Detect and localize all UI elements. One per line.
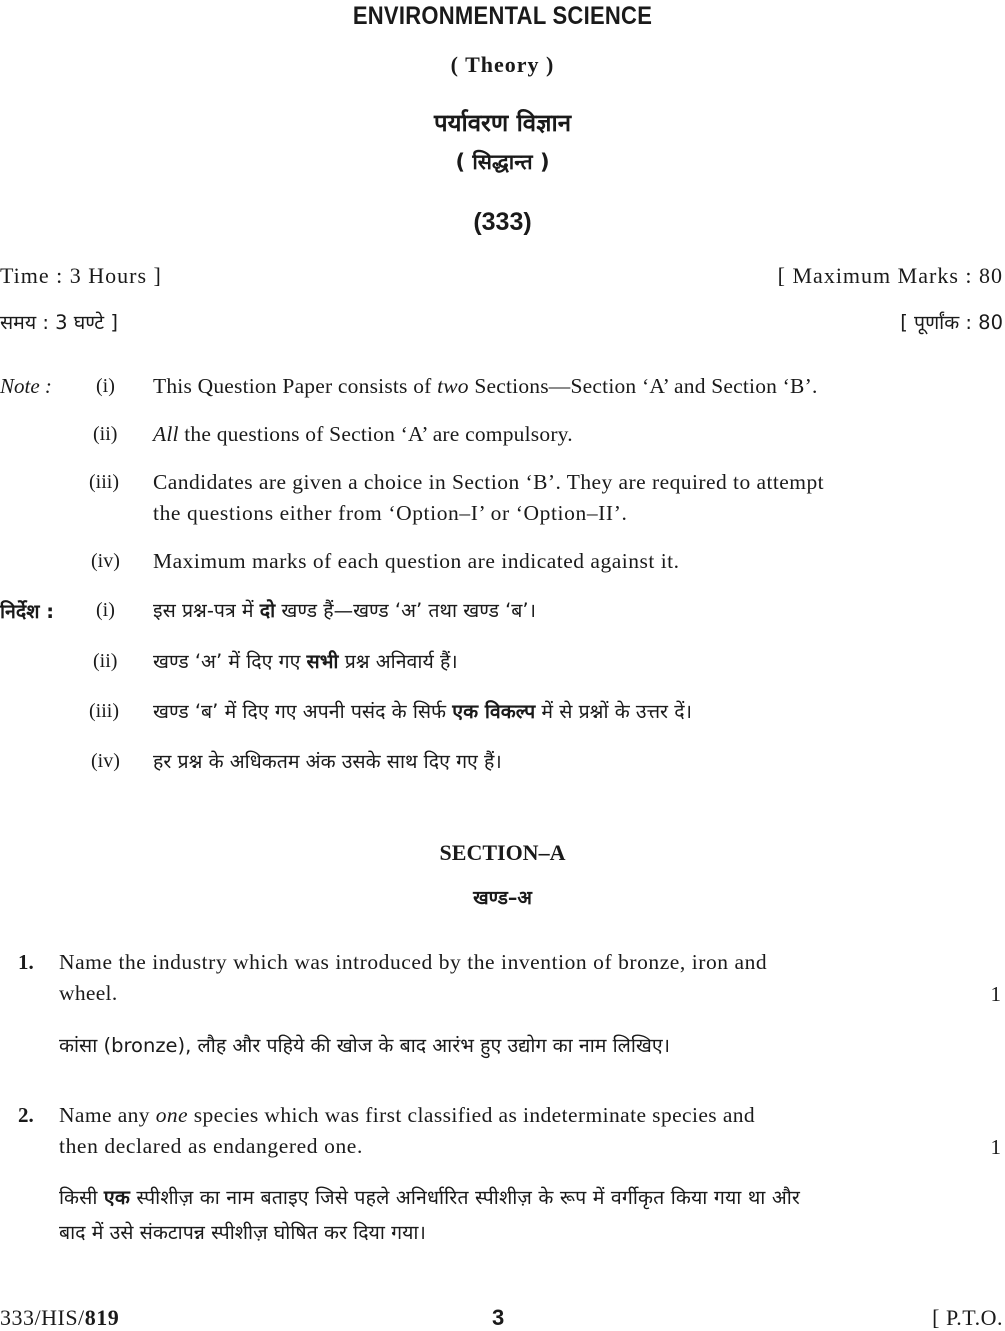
note-hi-4: हर प्रश्न के अधिकतम अंक उसके साथ दिए गए हैं। (153, 750, 502, 773)
max-marks-en: [ Maximum Marks : 80 (777, 263, 1003, 288)
question-2-hi-line1: किसी एक स्पीशीज़ का नाम बताइए जिसे पहले अनिर्धारित स्पीशीज़ के रूप में वर्गीकृत किया गया था और (59, 1186, 801, 1209)
note-hi-4-num: (iv) (91, 750, 120, 772)
note-en-3-line2: the questions either from ‘Option–I’ or ‘Option–II’. (153, 501, 628, 525)
section-title-en: SECTION–A (439, 840, 566, 865)
note-hi-3-num: (iii) (89, 700, 119, 722)
note-hi-2-num: (ii) (93, 650, 118, 672)
note-en-3-num: (iii) (89, 471, 119, 493)
question-1-hi: कांसा (bronze), लौह और पहिये की खोज के बाद आरंभ हुए उद्योग का नाम लिखिए। (59, 1034, 671, 1057)
question-2-number: 2. (18, 1103, 34, 1127)
note-hi-1: इस प्रश्न-पत्र में दो खण्ड हैं—खण्ड ‘अ’ तथा खण्ड ‘ब’। (153, 599, 537, 622)
paper-type-en: ( Theory ) (450, 52, 555, 77)
paper-code: (333) (473, 208, 532, 236)
note-en-2: All the questions of Section ‘A’ are compulsory. (153, 422, 573, 446)
question-2-hi-line2: बाद में उसे संकटापन्न स्पीशीज़ घोषित कर दिया गया। (59, 1221, 426, 1244)
max-marks-hi: [ पूर्णांक : 80 (900, 311, 1003, 334)
paper-title: ENVIRONMENTAL SCIENCE (352, 2, 653, 30)
question-1-en-line2: wheel. (59, 981, 118, 1005)
paper-type-hi: ( सिद्धान्त ) (455, 150, 550, 174)
question-2-marks: 1 (990, 1135, 1001, 1159)
question-1-en-line1: Name the industry which was introduced by the invention of bronze, iron and (59, 950, 768, 974)
note-en-4: Maximum marks of each question are indicated against it. (153, 549, 680, 573)
time-hi: समय : 3 घण्टे ] (0, 311, 118, 334)
time-en: Time : 3 Hours ] (0, 263, 162, 288)
question-1-number: 1. (18, 950, 34, 974)
note-hi-3: खण्ड ‘ब’ में दिए गए अपनी पसंद के सिर्फ एक विकल्प में से प्रश्नों के उत्तर दें। (153, 700, 692, 723)
question-2-en-line1: Name any one species which was first classified as indeterminate species and (59, 1103, 756, 1127)
note-en-3-line1: Candidates are given a choice in Section ‘B’. They are required to attempt (153, 470, 825, 494)
section-title-hi: खण्ड–अ (473, 887, 532, 909)
note-hi-2: खण्ड ‘अ’ में दिए गए सभी प्रश्न अनिवार्य हैं। (153, 650, 458, 673)
note-en-1-num: (i) (96, 375, 115, 397)
note-en-1: This Question Paper consists of two Sections—Section ‘A’ and Section ‘B’. (153, 374, 818, 398)
note-hi-1-num: (i) (96, 599, 115, 621)
note-en-4-num: (iv) (91, 550, 120, 572)
pto-label: [ P.T.O. (932, 1305, 1003, 1330)
note-label-en: Note : (0, 374, 52, 398)
question-1-marks: 1 (990, 982, 1001, 1006)
note-en-2-num: (ii) (93, 423, 118, 445)
page-number: 3 (492, 1305, 505, 1330)
footer-code: 333/HIS/819 (0, 1305, 120, 1330)
question-2-en-line2: then declared as endangered one. (59, 1134, 363, 1158)
paper-title-hi: पर्यावरण विज्ञान (433, 109, 572, 137)
note-label-hi: निर्देश : (0, 600, 55, 623)
